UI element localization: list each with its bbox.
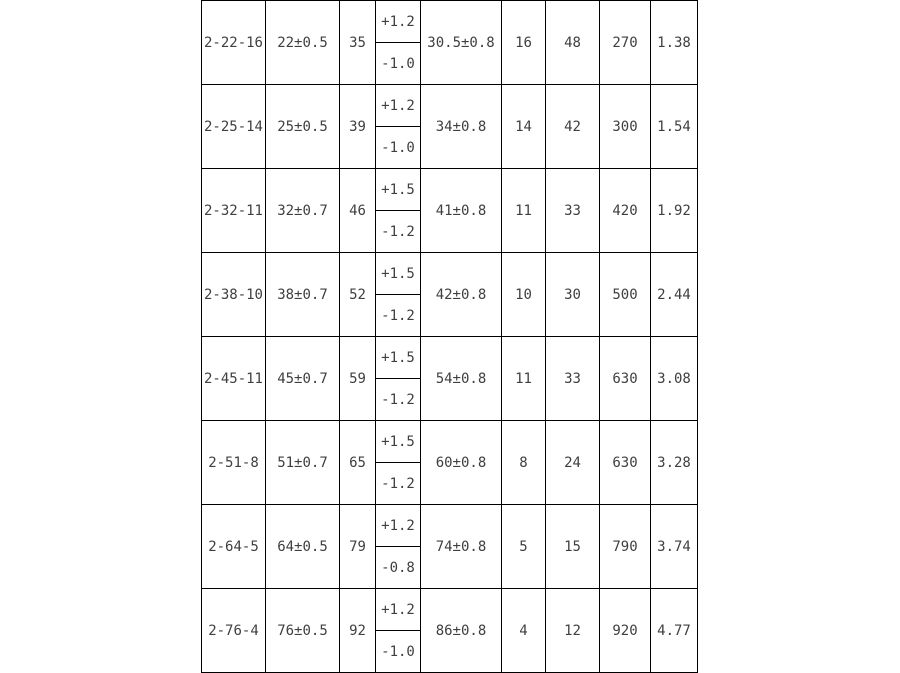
- table-cell: 5: [502, 505, 546, 589]
- tolerance-upper: +1.2: [381, 13, 415, 30]
- table-cell: 10: [502, 253, 546, 337]
- table-cell: 4: [502, 589, 546, 673]
- table-cell: 300: [600, 85, 651, 169]
- table-cell: 420: [600, 169, 651, 253]
- table-cell: 11: [502, 169, 546, 253]
- table-cell: 30.5±0.8: [421, 1, 502, 85]
- spec-table-container: [201, 0, 698, 673]
- table-cell: 500: [600, 253, 651, 337]
- table-cell: 630: [600, 421, 651, 505]
- table-row: [202, 421, 698, 505]
- table-cell: 1.54: [651, 85, 698, 169]
- tolerance-upper: +1.2: [381, 97, 415, 114]
- table-cell: 76±0.5: [266, 589, 340, 673]
- table-cell: 52: [340, 253, 376, 337]
- tolerance-lower: -1.2: [376, 378, 420, 420]
- tolerance-cell: [376, 253, 421, 337]
- table-cell: 25±0.5: [266, 85, 340, 169]
- table-cell: 15: [546, 505, 600, 589]
- tolerance-cell: [376, 169, 421, 253]
- table-cell: 86±0.8: [421, 589, 502, 673]
- tolerance-upper: +1.2: [381, 517, 415, 534]
- tolerance-cell: [376, 337, 421, 421]
- table-cell: 59: [340, 337, 376, 421]
- table-cell: 3.08: [651, 337, 698, 421]
- table-cell: 11: [502, 337, 546, 421]
- spec-table: [201, 0, 698, 673]
- tolerance-lower: -0.8: [376, 546, 420, 588]
- table-cell: 60±0.8: [421, 421, 502, 505]
- table-cell: 3.74: [651, 505, 698, 589]
- tolerance-lower: -1.2: [376, 210, 420, 252]
- table-cell: 46: [340, 169, 376, 253]
- table-cell: 74±0.8: [421, 505, 502, 589]
- tolerance-lower: -1.0: [376, 630, 420, 672]
- table-cell: 2-51-8: [202, 421, 266, 505]
- tolerance-upper: +1.2: [381, 601, 415, 618]
- table-cell: 65: [340, 421, 376, 505]
- table-cell: 920: [600, 589, 651, 673]
- table-cell: 2-45-11: [202, 337, 266, 421]
- table-cell: 34±0.8: [421, 85, 502, 169]
- tolerance-upper: +1.5: [381, 181, 415, 198]
- table-cell: 45±0.7: [266, 337, 340, 421]
- table-cell: 39: [340, 85, 376, 169]
- table-cell: 48: [546, 1, 600, 85]
- tolerance-upper: +1.5: [381, 433, 415, 450]
- tolerance-lower: -1.2: [376, 462, 420, 504]
- tolerance-upper: +1.5: [381, 265, 415, 282]
- table-cell: 3.28: [651, 421, 698, 505]
- tolerance-upper: +1.5: [381, 349, 415, 366]
- table-cell: 51±0.7: [266, 421, 340, 505]
- table-row: [202, 337, 698, 421]
- tolerance-lower: -1.0: [376, 42, 420, 84]
- table-cell: 41±0.8: [421, 169, 502, 253]
- table-cell: 42: [546, 85, 600, 169]
- table-cell: 35: [340, 1, 376, 85]
- table-cell: 2.44: [651, 253, 698, 337]
- table-cell: 92: [340, 589, 376, 673]
- table-row: [202, 169, 698, 253]
- table-cell: 790: [600, 505, 651, 589]
- tolerance-cell: [376, 421, 421, 505]
- table-cell: 2-25-14: [202, 85, 266, 169]
- table-cell: 2-22-16: [202, 1, 266, 85]
- table-cell: 32±0.7: [266, 169, 340, 253]
- tolerance-cell: [376, 589, 421, 673]
- table-cell: 8: [502, 421, 546, 505]
- table-cell: 64±0.5: [266, 505, 340, 589]
- table-cell: 42±0.8: [421, 253, 502, 337]
- table-cell: 1.38: [651, 1, 698, 85]
- table-row: [202, 253, 698, 337]
- table-cell: 12: [546, 589, 600, 673]
- table-cell: 270: [600, 1, 651, 85]
- table-row: [202, 589, 698, 673]
- table-cell: 79: [340, 505, 376, 589]
- tolerance-cell: [376, 1, 421, 85]
- table-cell: 30: [546, 253, 600, 337]
- table-cell: 2-64-5: [202, 505, 266, 589]
- table-cell: 14: [502, 85, 546, 169]
- table-row: [202, 85, 698, 169]
- table-cell: 54±0.8: [421, 337, 502, 421]
- table-cell: 2-76-4: [202, 589, 266, 673]
- table-cell: 38±0.7: [266, 253, 340, 337]
- table-cell: 630: [600, 337, 651, 421]
- tolerance-cell: [376, 505, 421, 589]
- table-cell: 2-38-10: [202, 253, 266, 337]
- table-cell: 33: [546, 169, 600, 253]
- table-cell: 2-32-11: [202, 169, 266, 253]
- table-cell: 33: [546, 337, 600, 421]
- table-cell: 4.77: [651, 589, 698, 673]
- table-cell: 1.92: [651, 169, 698, 253]
- table-cell: 22±0.5: [266, 1, 340, 85]
- tolerance-cell: [376, 85, 421, 169]
- table-cell: 16: [502, 1, 546, 85]
- tolerance-lower: -1.0: [376, 126, 420, 168]
- table-row: [202, 505, 698, 589]
- table-row: [202, 1, 698, 85]
- table-cell: 24: [546, 421, 600, 505]
- tolerance-lower: -1.2: [376, 294, 420, 336]
